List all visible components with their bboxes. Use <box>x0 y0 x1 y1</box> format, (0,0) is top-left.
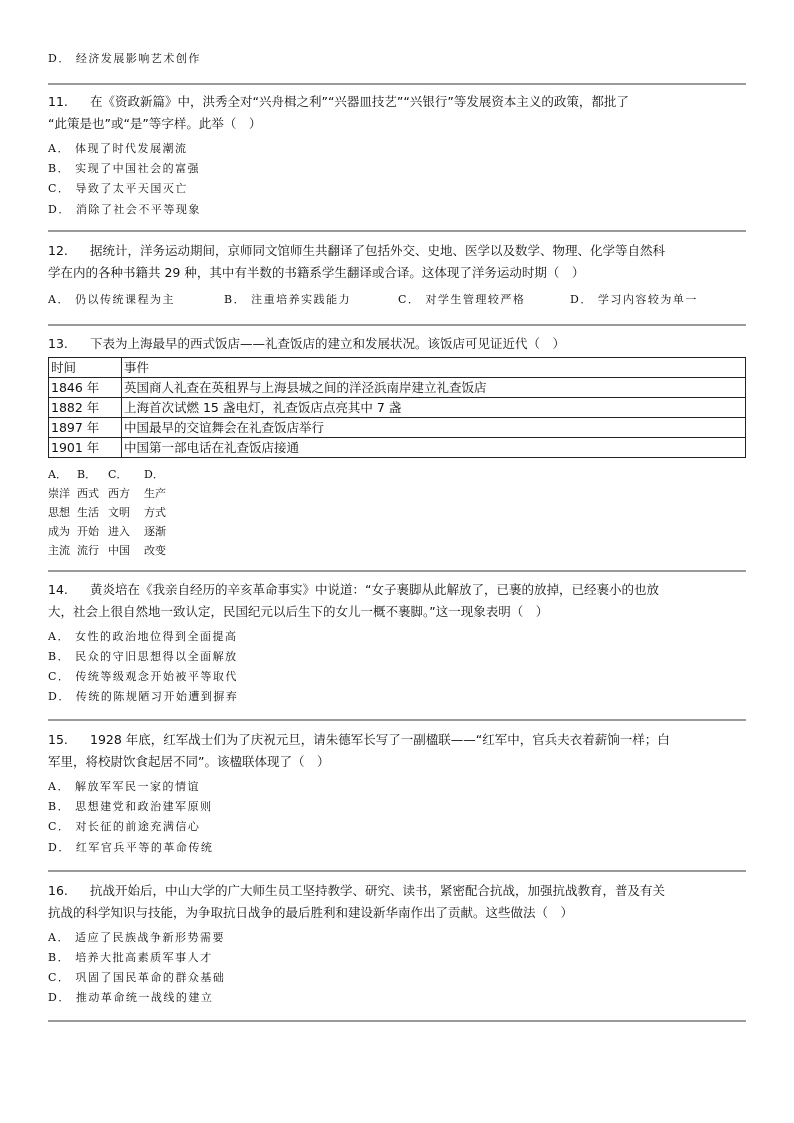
q11-stem <box>48 91 748 135</box>
q14-stem <box>48 579 748 623</box>
grid-cell: 流行 <box>77 544 99 557</box>
table-row <box>49 398 746 418</box>
q13-option-a[interactable]: A． <box>48 468 67 481</box>
grid-cell: 生活 <box>77 506 99 519</box>
q12-option-c[interactable]: C． 对学生管理较严格 <box>398 293 526 306</box>
q15-stem-line2: 军里，将校尉饮食起居不同”。该楹联体现了（ ） <box>48 754 330 769</box>
q14-option-b[interactable]: B． 民众的守旧思想得以全面解放 <box>48 650 238 663</box>
grid-cell: 方式 <box>144 506 166 519</box>
hotel-history-table <box>48 357 746 458</box>
table-cell-year: 1882 年 <box>49 398 122 418</box>
grid-cell: 进入 <box>108 525 130 538</box>
q15-option-c[interactable]: C． 对长征的前途充满信心 <box>48 820 201 833</box>
q13-stem <box>48 333 748 355</box>
q13-option-b[interactable]: B． <box>77 468 97 481</box>
grid-cell: 生产 <box>144 487 166 500</box>
separator <box>48 324 746 326</box>
table-header-event: 事件 <box>122 358 746 378</box>
q16-stem-line2: 抗战的科学知识与技能，为争取抗日战争的最后胜利和建设新华南作出了贡献。这些做法（ ） <box>48 905 574 920</box>
q16-option-d[interactable]: D． 推动革命统一战线的建立 <box>48 991 214 1004</box>
q16-number: 16. <box>48 883 68 898</box>
grid-cell: 主流 <box>48 544 70 557</box>
grid-cell: 开始 <box>77 525 99 538</box>
table-cell-event: 上海首次试燃 15 盏电灯，礼查饭店点亮其中 7 盏 <box>122 398 746 418</box>
q13-option-c[interactable]: C． <box>108 468 128 481</box>
grid-cell: 西方 <box>108 487 130 500</box>
q16-option-a[interactable]: A． 适应了民族战争新形势需要 <box>48 931 225 944</box>
table-row <box>49 438 746 458</box>
q10-option-d: D． 经济发展影响艺术创作 <box>48 52 201 65</box>
q11-stem-line2: “此策是也”或“是”等字样。此举（ ） <box>48 116 262 131</box>
separator <box>48 1020 746 1022</box>
table-row <box>49 378 746 398</box>
q16-stem-line1: 抗战开始后，中山大学的广大师生员工坚持教学、研究、读书，紧密配合抗战，加强抗战教育，普及有关 <box>90 883 666 898</box>
q14-stem-line2: 大，社会上很自然地一致认定，民国纪元以后生下的女儿一概不裹脚。”这一现象表明（ ） <box>48 604 549 619</box>
q15-option-d[interactable]: D． 红军官兵平等的革命传统 <box>48 841 214 854</box>
q16-option-c[interactable]: C． 巩固了国民革命的群众基础 <box>48 971 226 984</box>
table-header-row <box>49 358 746 378</box>
q11-option-b[interactable]: B． 实现了中国社会的富强 <box>48 162 201 175</box>
separator <box>48 719 746 721</box>
grid-cell: 中国 <box>108 544 130 557</box>
grid-cell: 思想 <box>48 506 70 519</box>
q12-number: 12. <box>48 243 68 258</box>
q12-option-b[interactable]: B． 注重培养实践能力 <box>224 293 352 306</box>
q11-number: 11. <box>48 94 68 109</box>
q14-option-c[interactable]: C． 传统等级观念开始被平等取代 <box>48 670 238 683</box>
q12-option-a[interactable]: A． 仍以传统课程为主 <box>48 293 175 306</box>
q12-stem-line2: 学在内的各种书籍共 29 种，其中有半数的书籍系学生翻译或合译。这体现了洋务运动时期（ ） <box>48 265 585 280</box>
q14-option-d[interactable]: D． 传统的陈规陋习开始遭到摒弃 <box>48 690 239 703</box>
separator <box>48 870 746 872</box>
table-cell-year: 1901 年 <box>49 438 122 458</box>
table-header-time: 时间 <box>49 358 122 378</box>
grid-cell: 西式 <box>77 487 99 500</box>
q13-number: 13. <box>48 336 68 351</box>
q11-stem-line1: 在《资政新篇》中，洪秀全对“兴舟楫之利”“兴器皿技艺”“兴银行”等发展资本主义的政策，都批了 <box>90 94 629 109</box>
grid-cell: 崇洋 <box>48 487 70 500</box>
q11-option-a[interactable]: A． 体现了时代发展潮流 <box>48 142 188 155</box>
table-cell-event: 中国第一部电话在礼查饭店接通 <box>122 438 746 458</box>
table-cell-year: 1846 年 <box>49 378 122 398</box>
q11-option-c[interactable]: C． 导致了太平天国灭亡 <box>48 182 188 195</box>
q14-stem-line1: 黄炎培在《我亲自经历的辛亥革命事实》中说道：“女子裹脚从此解放了，已裹的放掉，已经裹小的也放 <box>90 582 659 597</box>
table-cell-event: 英国商人礼查在英租界与上海县城之间的洋泾浜南岸建立礼查饭店 <box>122 378 746 398</box>
table-row <box>49 418 746 438</box>
separator <box>48 230 746 232</box>
q15-option-b[interactable]: B． 思想建党和政治建军原则 <box>48 800 213 813</box>
grid-cell: 成为 <box>48 525 70 538</box>
q11-option-d[interactable]: D． 消除了社会不平等现象 <box>48 203 201 216</box>
q14-option-a[interactable]: A． 女性的政治地位得到全面提高 <box>48 630 238 643</box>
separator <box>48 570 746 572</box>
grid-cell: 文明 <box>108 506 130 519</box>
q13-stem-line1: 下表为上海最早的西式饭店——礼查饭店的建立和发展状况。该饭店可见证近代（ ） <box>90 336 566 351</box>
q12-option-d[interactable]: D． 学习内容较为单一 <box>570 293 698 306</box>
q15-stem-line1: 1928 年底，红军战士们为了庆祝元旦，请朱德军长写了一副楹联——“红军中，官兵夫衣着薪饷一样；白 <box>90 732 670 747</box>
q14-number: 14. <box>48 582 68 597</box>
q13-option-d[interactable]: D． <box>144 468 164 481</box>
q15-number: 15. <box>48 732 68 747</box>
table-cell-event: 中国最早的交谊舞会在礼查饭店举行 <box>122 418 746 438</box>
grid-cell: 逐渐 <box>144 525 166 538</box>
q16-option-b[interactable]: B． 培养大批高素质军事人才 <box>48 951 213 964</box>
q12-stem-line1: 据统计，洋务运动期间，京师同文馆师生共翻译了包括外交、史地、医学以及数学、物理、化学等自然科 <box>90 243 666 258</box>
q12-stem <box>48 240 748 284</box>
separator <box>48 83 746 85</box>
q15-stem <box>48 729 748 773</box>
table-cell-year: 1897 年 <box>49 418 122 438</box>
q16-stem <box>48 880 748 924</box>
grid-cell: 改变 <box>144 544 166 557</box>
q15-option-a[interactable]: A． 解放军军民一家的情谊 <box>48 780 200 793</box>
